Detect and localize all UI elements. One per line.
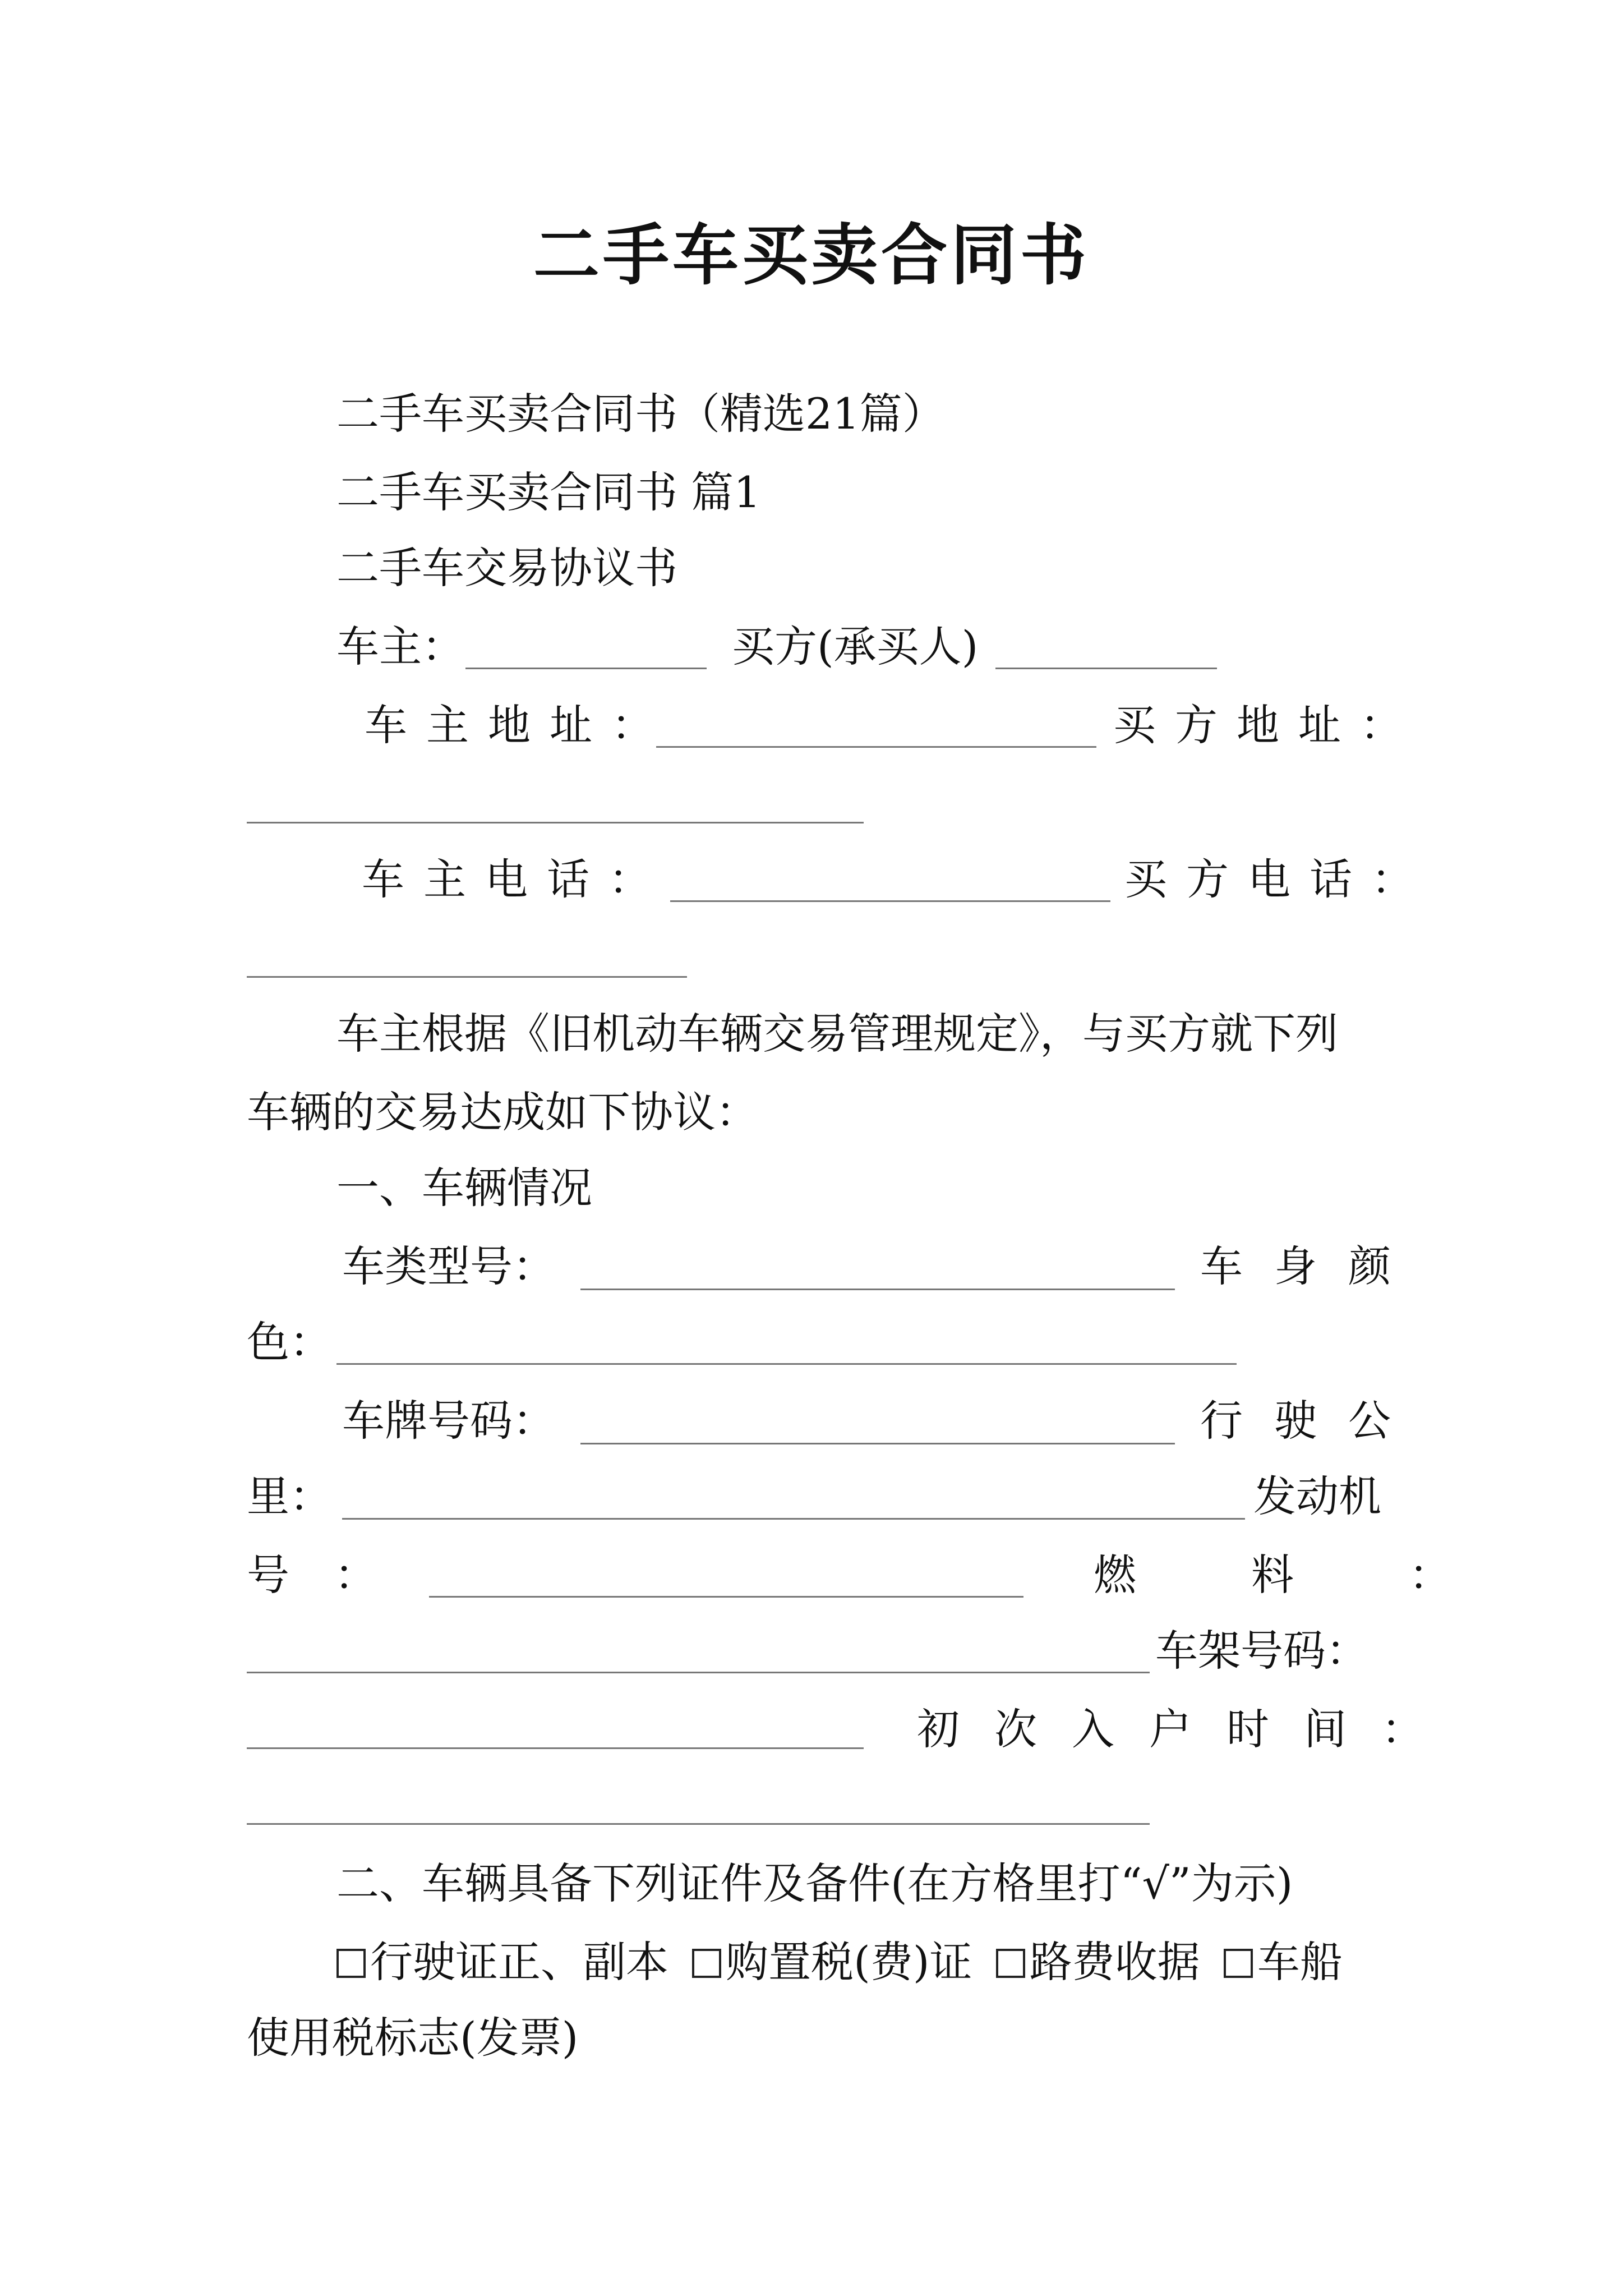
buyer-address-blank[interactable] xyxy=(247,822,864,823)
buyer-blank[interactable] xyxy=(995,668,1217,669)
page-title: 二手车买卖合同书 xyxy=(533,216,1090,294)
engine-label-b: 号： xyxy=(247,1550,422,1600)
engine-label-a: 发动机 xyxy=(1253,1471,1381,1521)
buyer-phone-label: 买方电话： xyxy=(1124,854,1433,904)
model-label: 车类型号： xyxy=(342,1241,555,1291)
checkbox-toll-receipt[interactable] xyxy=(996,1949,1025,1978)
article-heading: 二手车买卖合同书 篇1 xyxy=(336,467,761,517)
section-2-heading: 二、车辆具备下列证件及备件(在方格里打“√”为示) xyxy=(336,1858,1293,1908)
mileage-label-a: 行驶公 xyxy=(1200,1396,1422,1446)
buyer-label: 买方(承买人) xyxy=(732,622,979,671)
engine-blank[interactable] xyxy=(429,1596,1023,1598)
owner-address-label: 车主地址： xyxy=(365,700,673,750)
vin-blank[interactable] xyxy=(247,1747,864,1749)
vin-label: 车架号码： xyxy=(1155,1626,1368,1676)
first-registration-blank[interactable] xyxy=(247,1823,1150,1825)
checkbox-vehicle-tax[interactable] xyxy=(1224,1949,1253,1978)
model-blank[interactable] xyxy=(580,1289,1175,1290)
checklist-item-toll-receipt: 路费收据 xyxy=(1029,1937,1200,1987)
mileage-blank[interactable] xyxy=(342,1518,1245,1520)
checkbox-purchase-tax[interactable] xyxy=(692,1949,721,1978)
fuel-label: 燃料： xyxy=(1094,1550,1566,1600)
intro-line-2: 车辆的交易达成如下协议： xyxy=(247,1087,758,1137)
owner-phone-blank[interactable] xyxy=(670,900,1110,902)
document-subtitle: 二手车买卖合同书（精选21篇） xyxy=(336,389,945,439)
agreement-title: 二手车交易协议书 xyxy=(336,543,677,593)
buyer-phone-blank[interactable] xyxy=(247,976,687,978)
intro-line-1: 车主根据《旧机动车辆交易管理规定》，与买方就下列 xyxy=(336,1009,1338,1059)
fuel-blank[interactable] xyxy=(247,1672,1150,1673)
checkbox-license[interactable] xyxy=(336,1949,366,1978)
buyer-address-label: 买方地址： xyxy=(1113,700,1422,750)
color-label-b: 色： xyxy=(247,1317,332,1367)
first-registration-label: 初次入户时间： xyxy=(917,1704,1459,1754)
section-1-heading: 一、车辆情况 xyxy=(336,1163,592,1213)
plate-blank[interactable] xyxy=(580,1443,1175,1444)
checklist-row xyxy=(336,1937,1343,1987)
owner-blank[interactable] xyxy=(465,668,707,669)
color-label-a: 车身颜 xyxy=(1200,1241,1422,1291)
checklist-item-vehicle-tax: 车船 xyxy=(1257,1937,1343,1987)
owner-label: 车主： xyxy=(336,622,464,671)
checklist-item-purchase-tax: 购置税(费)证 xyxy=(726,1937,972,1987)
owner-phone-label: 车主电话： xyxy=(362,854,670,904)
color-blank[interactable] xyxy=(336,1363,1237,1365)
checklist-item-license: 行驶证正、副本 xyxy=(370,1937,668,1987)
owner-address-blank[interactable] xyxy=(656,746,1096,748)
mileage-label-b: 里： xyxy=(247,1471,332,1521)
checklist-item-vehicle-tax-cont: 使用税标志(发票) xyxy=(247,2013,579,2063)
plate-label: 车牌号码： xyxy=(342,1396,555,1446)
